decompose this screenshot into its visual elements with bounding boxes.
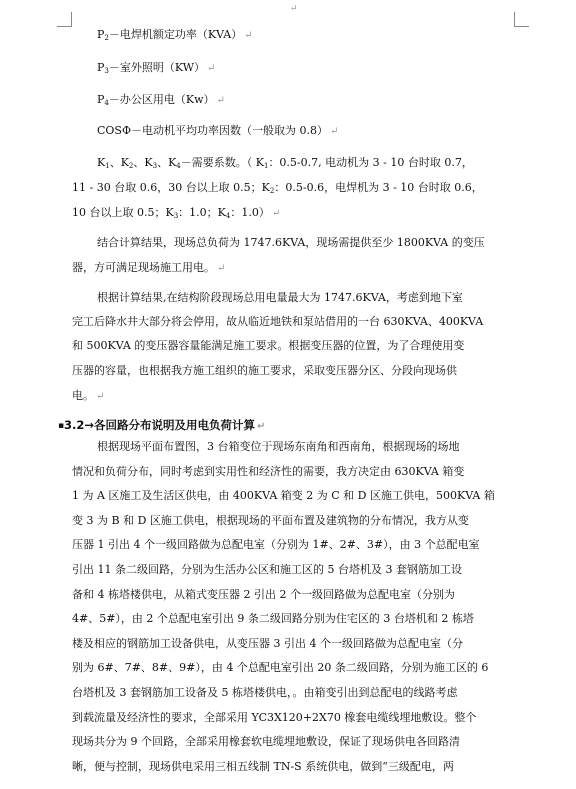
paragraph-mark-icon: ↵ [96, 391, 105, 402]
paragraph3-line-3: 1 为 A 区施工及生活区供电，由 400KVA 箱变 2 为 C 和 D 区施工供电，500KVA 箱 [72, 489, 495, 502]
paragraph-mark-icon: ↵ [244, 30, 253, 41]
paragraph1-line-1: 结合计算结果，现场总负荷为 1747.6KVA，现场需提供至少 1800KVA 的变压 [97, 236, 485, 249]
paragraph2-line-3: 和 500KVA 的变压器容量能满足施工要求。根据变压器的位置，为了合理使用变 [72, 339, 465, 352]
crop-mark-top-right [514, 12, 529, 27]
definition-cosphi: COSΦ－电动机平均功率因数（一般取为 0.8） ↵ [97, 124, 339, 137]
paragraph3-line-11: 台塔机及 3 套钢筋加工设备及 5 栋塔楼供电，。由箱变引出到总配电的线路考虑 [72, 686, 458, 699]
paragraph-mark-icon: ↵ [330, 126, 339, 137]
paragraph3-line-4: 变 3 为 B 和 D 区施工供电，根据现场的平面布置及建筑物的分布情况，我方从变 [72, 514, 469, 527]
paragraph3-line-5: 压器 1 引出 4 个一级回路做为总配电室（分别为 1#、2#、3#），由 3 个总配电室 [72, 538, 480, 551]
paragraph2-line-5: 电。 ↵ [72, 389, 105, 402]
definition-p4: P4－办公区用电（Kw） ↵ [97, 93, 225, 107]
paragraph2-line-4: 压器的容量，也根据我方施工组织的施工要求，采取变压器分区、分段向现场供 [72, 364, 457, 377]
paragraph3-line-6: 引出 11 条二级回路，分别为生活办公区和施工区的 5 台塔机及 3 套钢筋加工设 [72, 563, 462, 576]
paragraph3-line-13: 现场共分为 9 个回路，全部采用橡套软电缆埋地敷设，保证了现场供电各回路清 [72, 735, 460, 748]
paragraph-mark-icon: ↵ [257, 421, 266, 432]
paragraph-mark-icon: ↵ [207, 63, 216, 74]
paragraph3-line-10: 别为 6#、7#、8#、9#），由 4 个总配电室引出 20 条二级回路，分别为施工区的 6 [72, 661, 489, 674]
paragraph-mark-icon: ↵ [290, 4, 298, 14]
coefficients-line-3: 10 台以上取 0.5；K3：1.0；K4：1.0） ↵ [72, 206, 281, 220]
definition-p3: P3－室外照明（KW） ↵ [97, 61, 216, 75]
definition-p2: P2－电焊机额定功率（KVA） ↵ [97, 28, 253, 42]
paragraph-mark-icon: ↵ [216, 95, 225, 106]
paragraph3-line-1: 根据现场平面布置图，3 台箱变位于现场东南角和西南角，根据现场的场地 [97, 440, 460, 453]
paragraph2-line-1: 根据计算结果,在结构阶段现场总用电量最大为 1747.6KVA，考虑到地下室 [97, 291, 463, 304]
paragraph-mark-icon: ↵ [217, 263, 226, 274]
coefficients-line-1: K1、K2、K3、K4－需要系数。（ K1：0.5-0.7, 电动机为 3 - 10 台时取 0.7， [97, 156, 473, 170]
paragraph3-line-12: 到载流量及经济性的要求，全部采用 YC3X120+2X70 橡套电缆线埋地敷设。整个 [72, 711, 477, 724]
paragraph2-line-2: 完工后降水井大部分将会停用，故从临近地铁和泵站借用的一台 630KVA、400KVA [72, 315, 484, 328]
section-heading: 3.2→各回路分布说明及用电负荷计算 ↵ [64, 418, 266, 432]
list-bullet-icon: ▪ [58, 421, 65, 431]
paragraph3-line-7: 备和 4 栋塔楼供电，从箱式变压器 2 引出 2 个一级回路做为总配电室（分别为 [72, 588, 455, 601]
paragraph-mark-icon: ↵ [271, 208, 281, 219]
paragraph3-line-8: 4#、5#），由 2 个总配电室引出 9 条二级回路分别为住宅区的 3 台塔机和 2 栋塔 [72, 612, 474, 625]
paragraph3-line-2: 情况和负荷分布，同时考虑到实用性和经济性的需要，我方决定由 630KVA 箱变 [72, 465, 465, 478]
paragraph1-line-2: 器，方可满足现场施工用电。 ↵ [72, 261, 226, 274]
paragraph3-line-14: 晰，便与控制，现场供电采用三相五线制 TN-S 系统供电，做到“三级配电，两 [72, 760, 454, 773]
paragraph3-line-9: 楼及相应的钢筋加工设备供电，从变压器 3 引出 4 个一级回路做为总配电室（分 [72, 637, 463, 650]
crop-mark-top-left [57, 12, 72, 27]
coefficients-line-2: 11 - 30 台取 0.6，30 台以上取 0.5；K2：0.5-0.6，电焊机为 3 - 10 台时取 0.6， [72, 181, 483, 195]
